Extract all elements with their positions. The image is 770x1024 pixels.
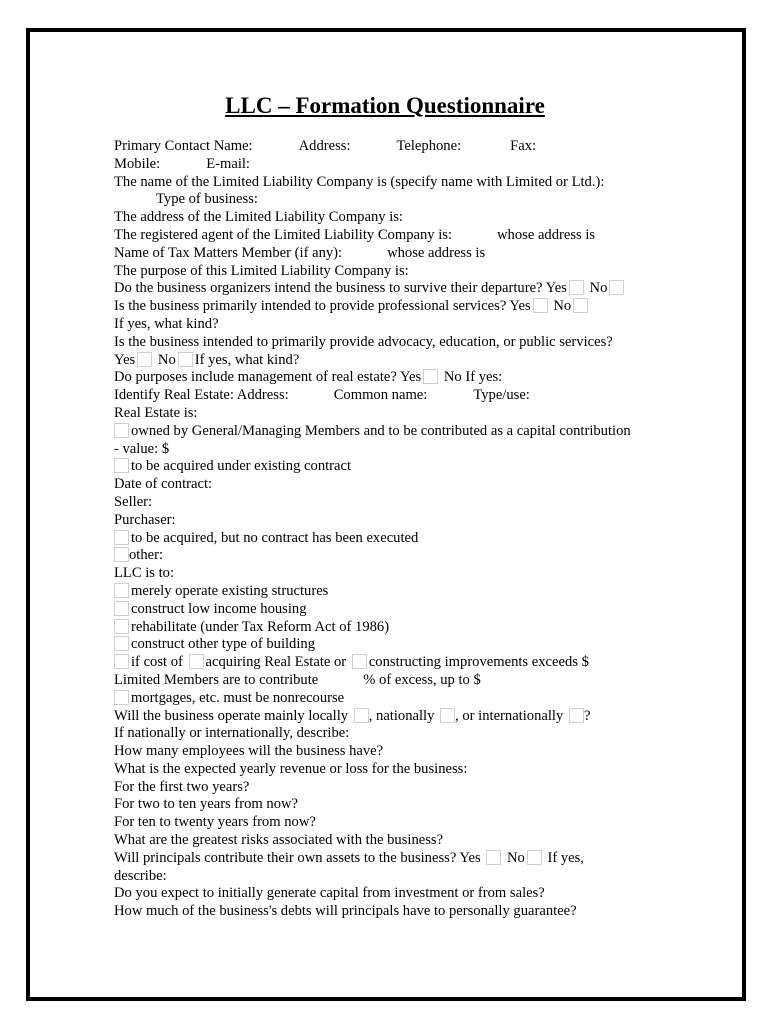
owned-checkbox[interactable] <box>114 423 129 438</box>
email-label: E-mail: <box>206 155 250 172</box>
purchaser: Purchaser: <box>114 511 176 528</box>
mortgages-line <box>114 690 714 708</box>
q-professional-line <box>114 298 714 316</box>
q-purpose: The purpose of this Limited Liability Company is: <box>114 262 409 279</box>
first-two: For the first two years? <box>114 778 250 795</box>
revenue: What is the expected yearly revenue or loss for the business: <box>114 760 468 777</box>
q-common: Common name: <box>333 387 428 404</box>
opt-other-line <box>114 547 714 565</box>
locally-checkbox[interactable] <box>354 708 369 723</box>
mobile-line <box>114 156 714 174</box>
q-prof-kind: If yes, what kind? <box>114 315 219 332</box>
opt-owned: owned by General/Managing Members and to be contributed as a capital contribution <box>131 422 631 439</box>
questionnaire-body <box>114 138 714 921</box>
assets-yes-checkbox[interactable] <box>486 850 501 865</box>
operate-checkbox[interactable] <box>114 583 129 598</box>
professional-no-label: No <box>553 298 572 315</box>
survive-no-label: No <box>589 280 608 297</box>
internationally-label: , or internationally <box>455 707 564 724</box>
internationally-checkbox[interactable] <box>569 708 584 723</box>
advocacy-no-checkbox[interactable] <box>178 352 193 367</box>
opt-operate: merely operate existing structures <box>131 582 329 599</box>
contact-line <box>114 138 714 156</box>
assets: Will principals contribute their own assets to the business? Yes <box>114 849 481 866</box>
opt-operate-line <box>114 583 714 601</box>
q-type-line <box>114 191 714 209</box>
advocacy-no-label: No <box>157 351 176 368</box>
q-typeuse: Type/use: <box>473 387 530 404</box>
q-advocacy: Is the business intended to primarily provide advocacy, education, or public services? <box>114 333 613 350</box>
q-survive: Do the business organizers intend the business to survive their departure? Yes <box>114 280 567 297</box>
fax-label: Fax: <box>510 138 537 154</box>
employees: How many employees will the business have? <box>114 743 384 760</box>
opt-owned-line <box>114 423 714 441</box>
constructing-checkbox[interactable] <box>352 654 367 669</box>
advocacy-yes-label: Yes <box>114 351 136 368</box>
other-checkbox[interactable] <box>114 547 129 562</box>
mortgages: mortgages, etc. must be nonrecourse <box>131 689 345 706</box>
q-survive-line <box>114 280 714 298</box>
realestate-yes-checkbox[interactable] <box>423 369 438 384</box>
q-identify: Identify Real Estate: Address: <box>114 387 289 404</box>
if-yes: If yes, <box>547 849 584 866</box>
q-name: The name of the Limited Liability Company is (specify name with Limited or Ltd.): <box>114 173 605 190</box>
rehab-checkbox[interactable] <box>114 619 129 634</box>
describe: describe: <box>114 867 167 884</box>
q-address: The address of the Limited Liability Company is: <box>114 209 403 226</box>
cost-constructing: constructing improvements exceeds $ <box>368 654 589 671</box>
primary-contact-label: Primary Contact Name: <box>114 138 253 154</box>
other-building-checkbox[interactable] <box>114 636 129 651</box>
low-income-checkbox[interactable] <box>114 601 129 616</box>
members-line <box>114 672 714 690</box>
members-contribute: Limited Members are to contribute <box>114 671 319 688</box>
q-advocacy-answer-line <box>114 352 714 370</box>
llc-is-to: LLC is to: <box>114 565 174 582</box>
opt-other: other: <box>129 547 164 564</box>
q-agent-line <box>114 227 714 245</box>
seller: Seller: <box>114 493 153 510</box>
address-label: Address: <box>298 138 351 154</box>
risks: What are the greatest risks associated with the business? <box>114 832 444 849</box>
q-agent-address: whose address is <box>497 226 596 243</box>
opt-low-income-line <box>114 601 714 619</box>
no-contract-checkbox[interactable] <box>114 530 129 545</box>
ten-twenty: For ten to twenty years from now? <box>114 814 316 831</box>
professional-yes-checkbox[interactable] <box>533 298 548 313</box>
opt-acquired: to be acquired under existing contract <box>131 458 352 475</box>
q-adv-kind: If yes, what kind? <box>194 351 300 368</box>
cost-if: if cost of <box>131 654 183 671</box>
q-professional: Is the business primarily intended to provide professional services? Yes <box>114 298 531 315</box>
cost-line <box>114 654 714 672</box>
q-identify-line <box>114 387 714 405</box>
opt-low-income: construct low income housing <box>131 600 307 617</box>
opt-no-contract-line <box>114 530 714 548</box>
describe-intl: If nationally or internationally, describe: <box>114 725 350 742</box>
opt-rehab-line <box>114 619 714 637</box>
opt-rehab: rehabilitate (under Tax Reform Act of 1986) <box>131 618 390 635</box>
survive-yes-checkbox[interactable] <box>569 280 584 295</box>
opt-other-bldg: construct other type of building <box>131 636 316 653</box>
mortgages-checkbox[interactable] <box>114 690 129 705</box>
q-agent: The registered agent of the Limited Liability Company is: <box>114 226 453 243</box>
date-contract: Date of contract: <box>114 476 213 493</box>
pct-excess: % of excess, up to $ <box>363 671 481 688</box>
q-re-noifyes: No If yes: <box>443 369 503 386</box>
q-tax-address: whose address is <box>387 244 486 261</box>
q-realestate: Do purposes include management of real estate? Yes <box>114 369 422 386</box>
professional-no-checkbox[interactable] <box>573 298 588 313</box>
cost-acquiring: acquiring Real Estate or <box>205 654 347 671</box>
mobile-label: Mobile: <box>114 155 161 172</box>
q-re-is: Real Estate is: <box>114 404 198 421</box>
advocacy-yes-checkbox[interactable] <box>137 352 152 367</box>
page-title: LLC – Formation Questionnaire <box>225 93 545 118</box>
q-tax-line <box>114 245 714 263</box>
q-tax: Name of Tax Matters Member (if any): <box>114 244 343 261</box>
acquired-checkbox[interactable] <box>114 458 129 473</box>
telephone-label: Telephone: <box>396 138 462 154</box>
operate-locally: Will the business operate mainly locally <box>114 707 349 724</box>
capital: Do you expect to initially generate capital from investment or from sales? <box>114 885 545 902</box>
nationally-checkbox[interactable] <box>440 708 455 723</box>
assets-no-label: No <box>506 849 525 866</box>
assets-line <box>114 850 714 868</box>
assets-no-checkbox[interactable] <box>527 850 542 865</box>
two-ten: For two to ten years from now? <box>114 796 299 813</box>
q-type: Type of business: <box>156 191 258 208</box>
operate-scope-line <box>114 708 714 726</box>
cost-checkbox[interactable] <box>114 654 129 669</box>
opt-other-bldg-line <box>114 636 714 654</box>
opt-acquired-line <box>114 458 714 476</box>
debts: How much of the business's debts will principals have to personally guarantee? <box>114 903 577 920</box>
opt-value: - value: $ <box>114 440 170 457</box>
question-mark: ? <box>583 707 591 724</box>
acquiring-checkbox[interactable] <box>189 654 204 669</box>
nationally-label: , nationally <box>368 707 435 724</box>
q-realestate-line <box>114 369 714 387</box>
survive-no-checkbox[interactable] <box>609 280 624 295</box>
opt-no-contract: to be acquired, but no contract has been executed <box>131 529 419 546</box>
